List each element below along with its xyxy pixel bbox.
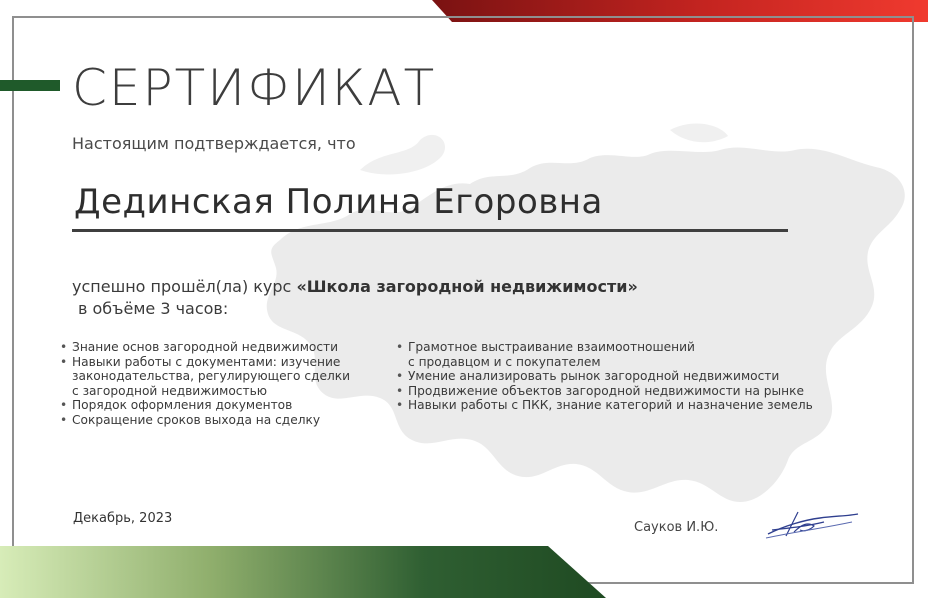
course-prefix: успешно прошёл(ла) курс [72, 277, 297, 296]
bottom-green-ribbon [0, 540, 928, 598]
skill-item: • Умение анализировать рынок загородной недвижимости [396, 369, 866, 384]
skill-item: • Продвижение объектов загородной недвижимости на рынке [396, 384, 866, 399]
certificate-subtitle: Настоящим подтверждается, что [72, 134, 356, 153]
signer-name: Сауков И.Ю. [634, 520, 719, 535]
skills-list-right [396, 340, 866, 413]
course-name: «Школа загородной недвижимости» [296, 277, 638, 296]
skill-item: • Грамотное выстраивание взаимоотношений с продавцом и с покупателем [396, 340, 866, 369]
skill-item: • Порядок оформления документов [60, 398, 390, 413]
issue-date: Декабрь, 2023 [73, 511, 173, 526]
signature-icon [764, 508, 860, 540]
skill-item: • Навыки работы с ПКК, знание категорий и назначение земель [396, 398, 866, 413]
recipient-name: Дединская Полина Егоровна [74, 182, 603, 222]
course-volume: в объёме 3 часов: [78, 299, 229, 318]
russia-map-silhouette [240, 110, 920, 530]
name-underline [72, 229, 788, 232]
skill-item: • Сокращение сроков выхода на сделку [60, 413, 390, 428]
left-accent-stripe [0, 80, 60, 91]
skills-list-left [60, 340, 390, 428]
skill-item: • Знание основ загородной недвижимости [60, 340, 390, 355]
certificate-title: СЕРТИФИКАТ [72, 59, 437, 117]
course-line [72, 277, 638, 296]
skill-item: • Навыки работы с документами: изучение законодательства, регулирующего сделки с загородной недвижимостью [60, 355, 390, 399]
